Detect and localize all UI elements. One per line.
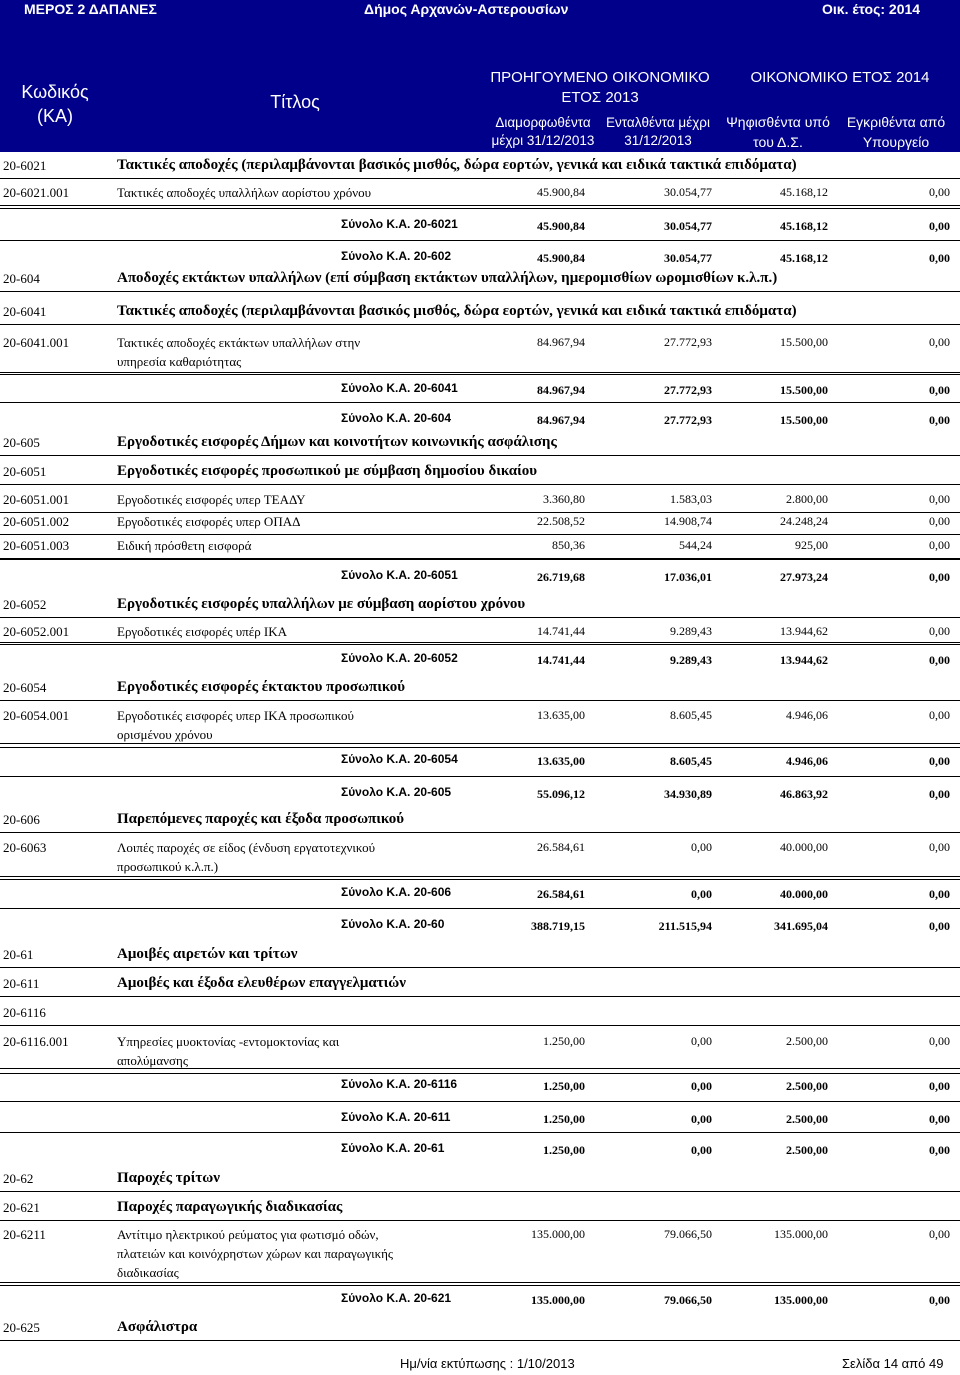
subtotal-voted-value: 2.500,00 (786, 1079, 828, 1093)
subtotal-label: Σύνολο Κ.Α. 20-604 (341, 411, 452, 425)
row-divider (0, 879, 960, 880)
part-title: ΜΕΡΟΣ 2 ΔΑΠΑΝΕΣ (24, 1, 157, 17)
subtotal-certified-value: 34.930,89 (664, 787, 712, 801)
voted-value: 2.800,00 (786, 492, 828, 506)
item-code: 20-6021.001 (3, 185, 70, 200)
row-divider (0, 534, 960, 535)
subtotal-formed-value: 14.741,44 (537, 653, 585, 667)
subtotal-label: Σύνολο Κ.Α. 20-611 (341, 1110, 451, 1124)
formed-label: Διαμορφωθέντα (495, 115, 591, 130)
section-code: 20-61 (3, 947, 34, 962)
subtotal-approved-value: 0,00 (929, 251, 950, 265)
subtotal-label: Σύνολο Κ.Α. 20-605 (341, 785, 452, 799)
subtotal-certified-value: 27.772,93 (664, 413, 712, 427)
certified-value: 9.289,43 (670, 624, 712, 638)
row-divider (0, 908, 960, 909)
subtotal-approved-value: 0,00 (929, 653, 950, 667)
item-code: 20-6063 (3, 840, 47, 855)
row-divider (0, 455, 960, 456)
subtotal-label: Σύνολο Κ.Α. 20-6041 (341, 381, 458, 395)
item-title: Αντίτιμο ηλεκτρικού ρεύματος για φωτισμό οδών, (117, 1227, 379, 1242)
formed-col-header (478, 114, 608, 150)
certified-value: 544,24 (679, 538, 712, 552)
item-title-line2: απολύμανσης (117, 1053, 188, 1068)
item-title-line2: προσωπικού κ.λ.π.) (117, 859, 219, 874)
subtotal-voted-value: 27.973,24 (780, 570, 828, 584)
section-title: Αποδοχές εκτάκτων υπαλλήλων (επί σύμβαση εκτάκτων υπαλλήλων, ημερομισθίων ωρομισθίων κ.λ.π.) (117, 270, 778, 286)
item-title-line2: πλατειών και κοινόχρηστων χώρων και παραγωγικής (117, 1246, 394, 1261)
subtotal-approved-value: 0,00 (929, 1079, 950, 1093)
subtotal-formed-value: 84.967,94 (537, 383, 585, 397)
row-divider (0, 832, 960, 833)
row-divider (0, 1101, 960, 1102)
item-code: 20-6052.001 (3, 624, 70, 639)
section-title: Αμοιβές αιρετών και τρίτων (117, 946, 298, 962)
approved-value: 0,00 (929, 624, 950, 638)
subtotal-formed-value: 26.584,61 (537, 887, 585, 901)
section-title: Παροχές παραγωγικής διαδικασίας (117, 1199, 343, 1215)
row-divider (0, 1073, 960, 1074)
subtotal-label: Σύνολο Κ.Α. 20-6052 (341, 651, 458, 665)
row-divider (0, 644, 960, 645)
subtotal-formed-value: 26.719,68 (537, 570, 585, 584)
print-date: Ημ/νία εκτύπωσης : 1/10/2013 (400, 1356, 575, 1371)
voted-value: 15.500,00 (780, 335, 828, 349)
title-col-header: Τίτλος (270, 92, 320, 112)
certified-value: 8.605,45 (670, 708, 712, 722)
subtotal-certified-value: 30.054,77 (664, 251, 712, 265)
row-divider (0, 484, 960, 485)
voted-value: 925,00 (795, 538, 828, 552)
item-code: 20-6041.001 (3, 335, 70, 350)
subtotal-voted-value: 4.946,06 (786, 754, 828, 768)
subtotal-voted-value: 135.000,00 (774, 1293, 828, 1307)
certified-value: 0,00 (691, 840, 712, 854)
row-divider (0, 205, 960, 206)
row-divider (0, 1025, 960, 1026)
subtotal-label: Σύνολο Κ.Α. 20-606 (341, 885, 452, 899)
current-year-header: ΟΙΚΟΝΟΜΙΚΟ ΕΤΟΣ 2014 (750, 69, 930, 86)
row-divider (0, 559, 960, 560)
formed-value: 1.250,00 (543, 1034, 585, 1048)
subtotal-formed-value: 1.250,00 (543, 1079, 585, 1093)
approved-value: 0,00 (929, 840, 950, 854)
subtotal-approved-value: 0,00 (929, 413, 950, 427)
approved-value: 0,00 (929, 1034, 950, 1048)
approved-label: Εγκριθέντα από (846, 114, 946, 130)
subtotal-label: Σύνολο Κ.Α. 20-6051 (341, 568, 458, 582)
subtotal-certified-value: 8.605,45 (670, 754, 712, 768)
row-divider (0, 372, 960, 373)
subtotal-label: Σύνολο Κ.Α. 20-61 (341, 1141, 445, 1155)
subtotal-approved-value: 0,00 (929, 1143, 950, 1157)
section-title: Τακτικές αποδοχές (περιλαμβάνονται βασικός μισθός, δώρα εορτών, γενικά και ειδικά τακτικά επιδόματα) (117, 303, 797, 319)
certified-value: 79.066,50 (664, 1227, 712, 1241)
item-title-line2: υπηρεσία καθαριότητας (117, 354, 242, 369)
item-code: 20-6051.003 (3, 538, 70, 553)
subtotal-voted-value: 341.695,04 (774, 919, 828, 933)
subtotal-approved-value: 0,00 (929, 754, 950, 768)
formed-value: 850,36 (552, 538, 585, 552)
certified-value: 1.583,03 (670, 492, 712, 506)
subtotal-label: Σύνολο Κ.Α. 20-60 (341, 917, 445, 931)
approved-sublabel: Υπουργείο (862, 134, 930, 150)
row-divider (0, 996, 960, 997)
subtotal-approved-value: 0,00 (929, 787, 950, 801)
section-code: 20-6021 (3, 158, 47, 173)
section-code: 20-604 (3, 271, 40, 286)
row-divider (0, 1285, 960, 1286)
item-title-line3: διαδικασίας (117, 1265, 179, 1280)
subtotal-voted-value: 45.168,12 (780, 251, 828, 265)
item-title: Ειδική πρόσθετη εισφορά (117, 538, 252, 553)
item-code: 20-6051.001 (3, 492, 70, 507)
certified-value: 14.908,74 (664, 514, 712, 528)
subtotal-approved-value: 0,00 (929, 1293, 950, 1307)
subtotal-certified-value: 9.289,43 (670, 653, 712, 667)
approved-col-header (836, 112, 956, 152)
subtotal-label: Σύνολο Κ.Α. 20-602 (341, 249, 452, 263)
subtotal-formed-value: 388.719,15 (531, 919, 585, 933)
municipality-name: Δήμος Αρχανών-Αστερουσίων (364, 1, 569, 17)
voted-value: 45.168,12 (780, 185, 828, 199)
item-code: 20-6051.002 (3, 514, 70, 529)
row-divider (0, 967, 960, 968)
row-divider (0, 776, 960, 777)
formed-value: 45.900,84 (537, 185, 585, 199)
formed-value: 14.741,44 (537, 624, 585, 638)
subtotal-certified-value: 0,00 (691, 887, 712, 901)
subtotal-certified-value: 27.772,93 (664, 383, 712, 397)
approved-value: 0,00 (929, 708, 950, 722)
subtotal-label: Σύνολο Κ.Α. 20-6054 (341, 752, 458, 766)
row-divider (0, 374, 960, 375)
section-code: 20-611 (3, 976, 40, 991)
prev-year-label: ΠΡΟΗΓΟΥΜΕΝΟ ΟΙΚΟΝΟΜΙΚΟ (490, 69, 710, 86)
voted-value: 2.500,00 (786, 1034, 828, 1048)
formed-sublabel: μέχρι 31/12/2013 (491, 133, 595, 148)
subtotal-certified-value: 79.066,50 (664, 1293, 712, 1307)
approved-value: 0,00 (929, 514, 950, 528)
item-code: 20-6211 (3, 1227, 46, 1242)
section-title: Ασφάλιστρα (117, 1319, 198, 1335)
voted-value: 135.000,00 (774, 1227, 828, 1241)
subtotal-formed-value: 1.250,00 (543, 1143, 585, 1157)
subtotal-label: Σύνολο Κ.Α. 20-6021 (341, 217, 458, 231)
section-title: Εργοδοτικές εισφορές έκτακτου προσωπικού (117, 679, 406, 695)
row-divider (0, 642, 960, 643)
voted-value: 40.000,00 (780, 840, 828, 854)
subtotal-formed-value: 13.635,00 (537, 754, 585, 768)
item-title: Εργοδοτικές εισφορές υπερ ΟΠΑΔ (117, 514, 301, 529)
formed-value: 26.584,61 (537, 840, 585, 854)
subtotal-certified-value: 17.036,01 (664, 570, 712, 584)
section-title: Τακτικές αποδοχές (περιλαμβάνονται βασικός μισθός, δώρα εορτών, γενικά και ειδικά τακτικά επιδόματα) (117, 157, 797, 173)
fiscal-year: Οικ. έτος: 2014 (822, 1, 921, 17)
item-title: Υπηρεσίες μυοκτονίας -εντομοκτονίας και (117, 1034, 340, 1049)
formed-value: 84.967,94 (537, 335, 585, 349)
section-title: Εργοδοτικές εισφορές Δήμων και κοινοτήτων κοινωνικής ασφάλισης (117, 434, 557, 450)
row-divider (0, 402, 960, 403)
subtotal-approved-value: 0,00 (929, 919, 950, 933)
row-divider (0, 178, 960, 179)
subtotal-formed-value: 55.096,12 (537, 787, 585, 801)
voted-value: 13.944,62 (780, 624, 828, 638)
section-title: Παρεπόμενες παροχές και έξοδα προσωπικού (117, 811, 405, 827)
formed-value: 3.360,80 (543, 492, 585, 506)
certified-value: 0,00 (691, 1034, 712, 1048)
certified-col-header (598, 114, 718, 150)
subtotal-formed-value: 45.900,84 (537, 251, 585, 265)
column-header (0, 20, 960, 152)
subtotal-approved-value: 0,00 (929, 570, 950, 584)
row-divider (0, 1282, 960, 1283)
item-title: Τακτικές αποδοχές υπαλλήλων αορίστου χρόνου (117, 185, 372, 200)
code-col-label: Κωδικός (21, 82, 89, 102)
approved-value: 0,00 (929, 335, 950, 349)
page-number: Σελίδα 14 από 49 (842, 1356, 944, 1371)
section-code: 20-605 (3, 435, 40, 450)
row-divider (0, 743, 960, 744)
prev-year-sublabel: ΕΤΟΣ 2013 (561, 89, 639, 106)
row-divider (0, 1340, 960, 1341)
subtotal-voted-value: 2.500,00 (786, 1112, 828, 1126)
approved-value: 0,00 (929, 185, 950, 199)
subtotal-approved-value: 0,00 (929, 1112, 950, 1126)
subtotal-certified-value: 30.054,77 (664, 219, 712, 233)
section-code: 20-62 (3, 1171, 34, 1186)
formed-value: 13.635,00 (537, 708, 585, 722)
subtotal-voted-value: 15.500,00 (780, 413, 828, 427)
row-divider (0, 324, 960, 325)
subtotal-formed-value: 84.967,94 (537, 413, 585, 427)
header-bar (0, 0, 960, 20)
subtotal-formed-value: 45.900,84 (537, 219, 585, 233)
approved-value: 0,00 (929, 1227, 950, 1241)
row-divider (0, 876, 960, 877)
item-code: 20-6116.001 (3, 1034, 69, 1049)
certified-value: 30.054,77 (664, 185, 712, 199)
subtotal-voted-value: 45.168,12 (780, 219, 828, 233)
subtotal-voted-value: 15.500,00 (780, 383, 828, 397)
prev-year-header (470, 68, 730, 108)
subtotal-formed-value: 1.250,00 (543, 1112, 585, 1126)
item-title: Εργοδοτικές εισφορές υπερ ΙΚΑ προσωπικού (117, 708, 354, 723)
row-divider (0, 1191, 960, 1192)
row-divider (0, 617, 960, 618)
certified-sublabel: 31/12/2013 (624, 133, 692, 148)
item-title: Τακτικές αποδοχές εκτάκτων υπαλλήλων στην (117, 335, 361, 350)
item-code: 20-6054.001 (3, 708, 70, 723)
subtotal-approved-value: 0,00 (929, 219, 950, 233)
section-code: 20-6116 (3, 1005, 46, 1020)
approved-value: 0,00 (929, 538, 950, 552)
voted-value: 4.946,06 (786, 708, 828, 722)
subtotal-approved-value: 0,00 (929, 383, 950, 397)
row-divider (0, 240, 960, 241)
subtotal-certified-value: 0,00 (691, 1143, 712, 1157)
subtotal-label: Σύνολο Κ.Α. 20-6116 (341, 1077, 458, 1091)
section-title: Εργοδοτικές εισφορές υπαλλήλων με σύμβαση αορίστου χρόνου (117, 596, 526, 612)
approved-value: 0,00 (929, 492, 950, 506)
formed-value: 135.000,00 (531, 1227, 585, 1241)
subtotal-voted-value: 40.000,00 (780, 887, 828, 901)
voted-value: 24.248,24 (780, 514, 828, 528)
subtotal-certified-value: 211.515,94 (658, 919, 712, 933)
subtotal-voted-value: 46.863,92 (780, 787, 828, 801)
subtotal-formed-value: 135.000,00 (531, 1293, 585, 1307)
row-divider (0, 1132, 960, 1133)
section-title: Παροχές τρίτων (117, 1170, 220, 1186)
certified-value: 27.772,93 (664, 335, 712, 349)
item-title: Εργοδοτικές εισφορές υπέρ ΙΚΑ (117, 624, 288, 639)
section-code: 20-621 (3, 1200, 40, 1215)
voted-col-header (718, 112, 838, 152)
item-title: Λοιπές παροχές σε είδος (ένδυση εργατοτεχνικού (117, 840, 376, 855)
section-code: 20-6052 (3, 597, 47, 612)
voted-sublabel: του Δ.Σ. (753, 134, 803, 150)
subtotal-certified-value: 0,00 (691, 1079, 712, 1093)
item-title: Εργοδοτικές εισφορές υπερ ΤΕΑΔΥ (117, 492, 306, 507)
section-code: 20-606 (3, 812, 40, 827)
section-code: 20-6041 (3, 304, 47, 319)
subtotal-certified-value: 0,00 (691, 1112, 712, 1126)
row-divider (0, 700, 960, 701)
row-divider (0, 747, 960, 748)
subtotal-voted-value: 13.944,62 (780, 653, 828, 667)
subtotal-voted-value: 2.500,00 (786, 1143, 828, 1157)
certified-label: Ενταλθέντα μέχρι (606, 115, 710, 130)
section-title: Αμοιβές και έξοδα ελευθέρων επαγγελματιών (117, 975, 406, 991)
item-title-line2: ορισμένου χρόνου (117, 727, 213, 742)
row-divider (0, 208, 960, 209)
row-divider (0, 512, 960, 513)
code-col-header (10, 80, 100, 128)
row-divider (0, 1068, 960, 1069)
formed-value: 22.508,52 (537, 514, 585, 528)
section-code: 20-625 (3, 1320, 40, 1335)
voted-label: Ψηφισθέντα υπό (726, 114, 830, 130)
row-divider (0, 291, 960, 292)
section-title: Εργοδοτικές εισφορές προσωπικού με σύμβαση δημοσίου δικαίου (117, 463, 538, 479)
section-code: 20-6051 (3, 464, 47, 479)
section-code: 20-6054 (3, 680, 47, 695)
subtotal-approved-value: 0,00 (929, 887, 950, 901)
code-col-sublabel: (ΚΑ) (37, 106, 73, 126)
row-divider (0, 1220, 960, 1221)
subtotal-label: Σύνολο Κ.Α. 20-621 (341, 1291, 452, 1305)
